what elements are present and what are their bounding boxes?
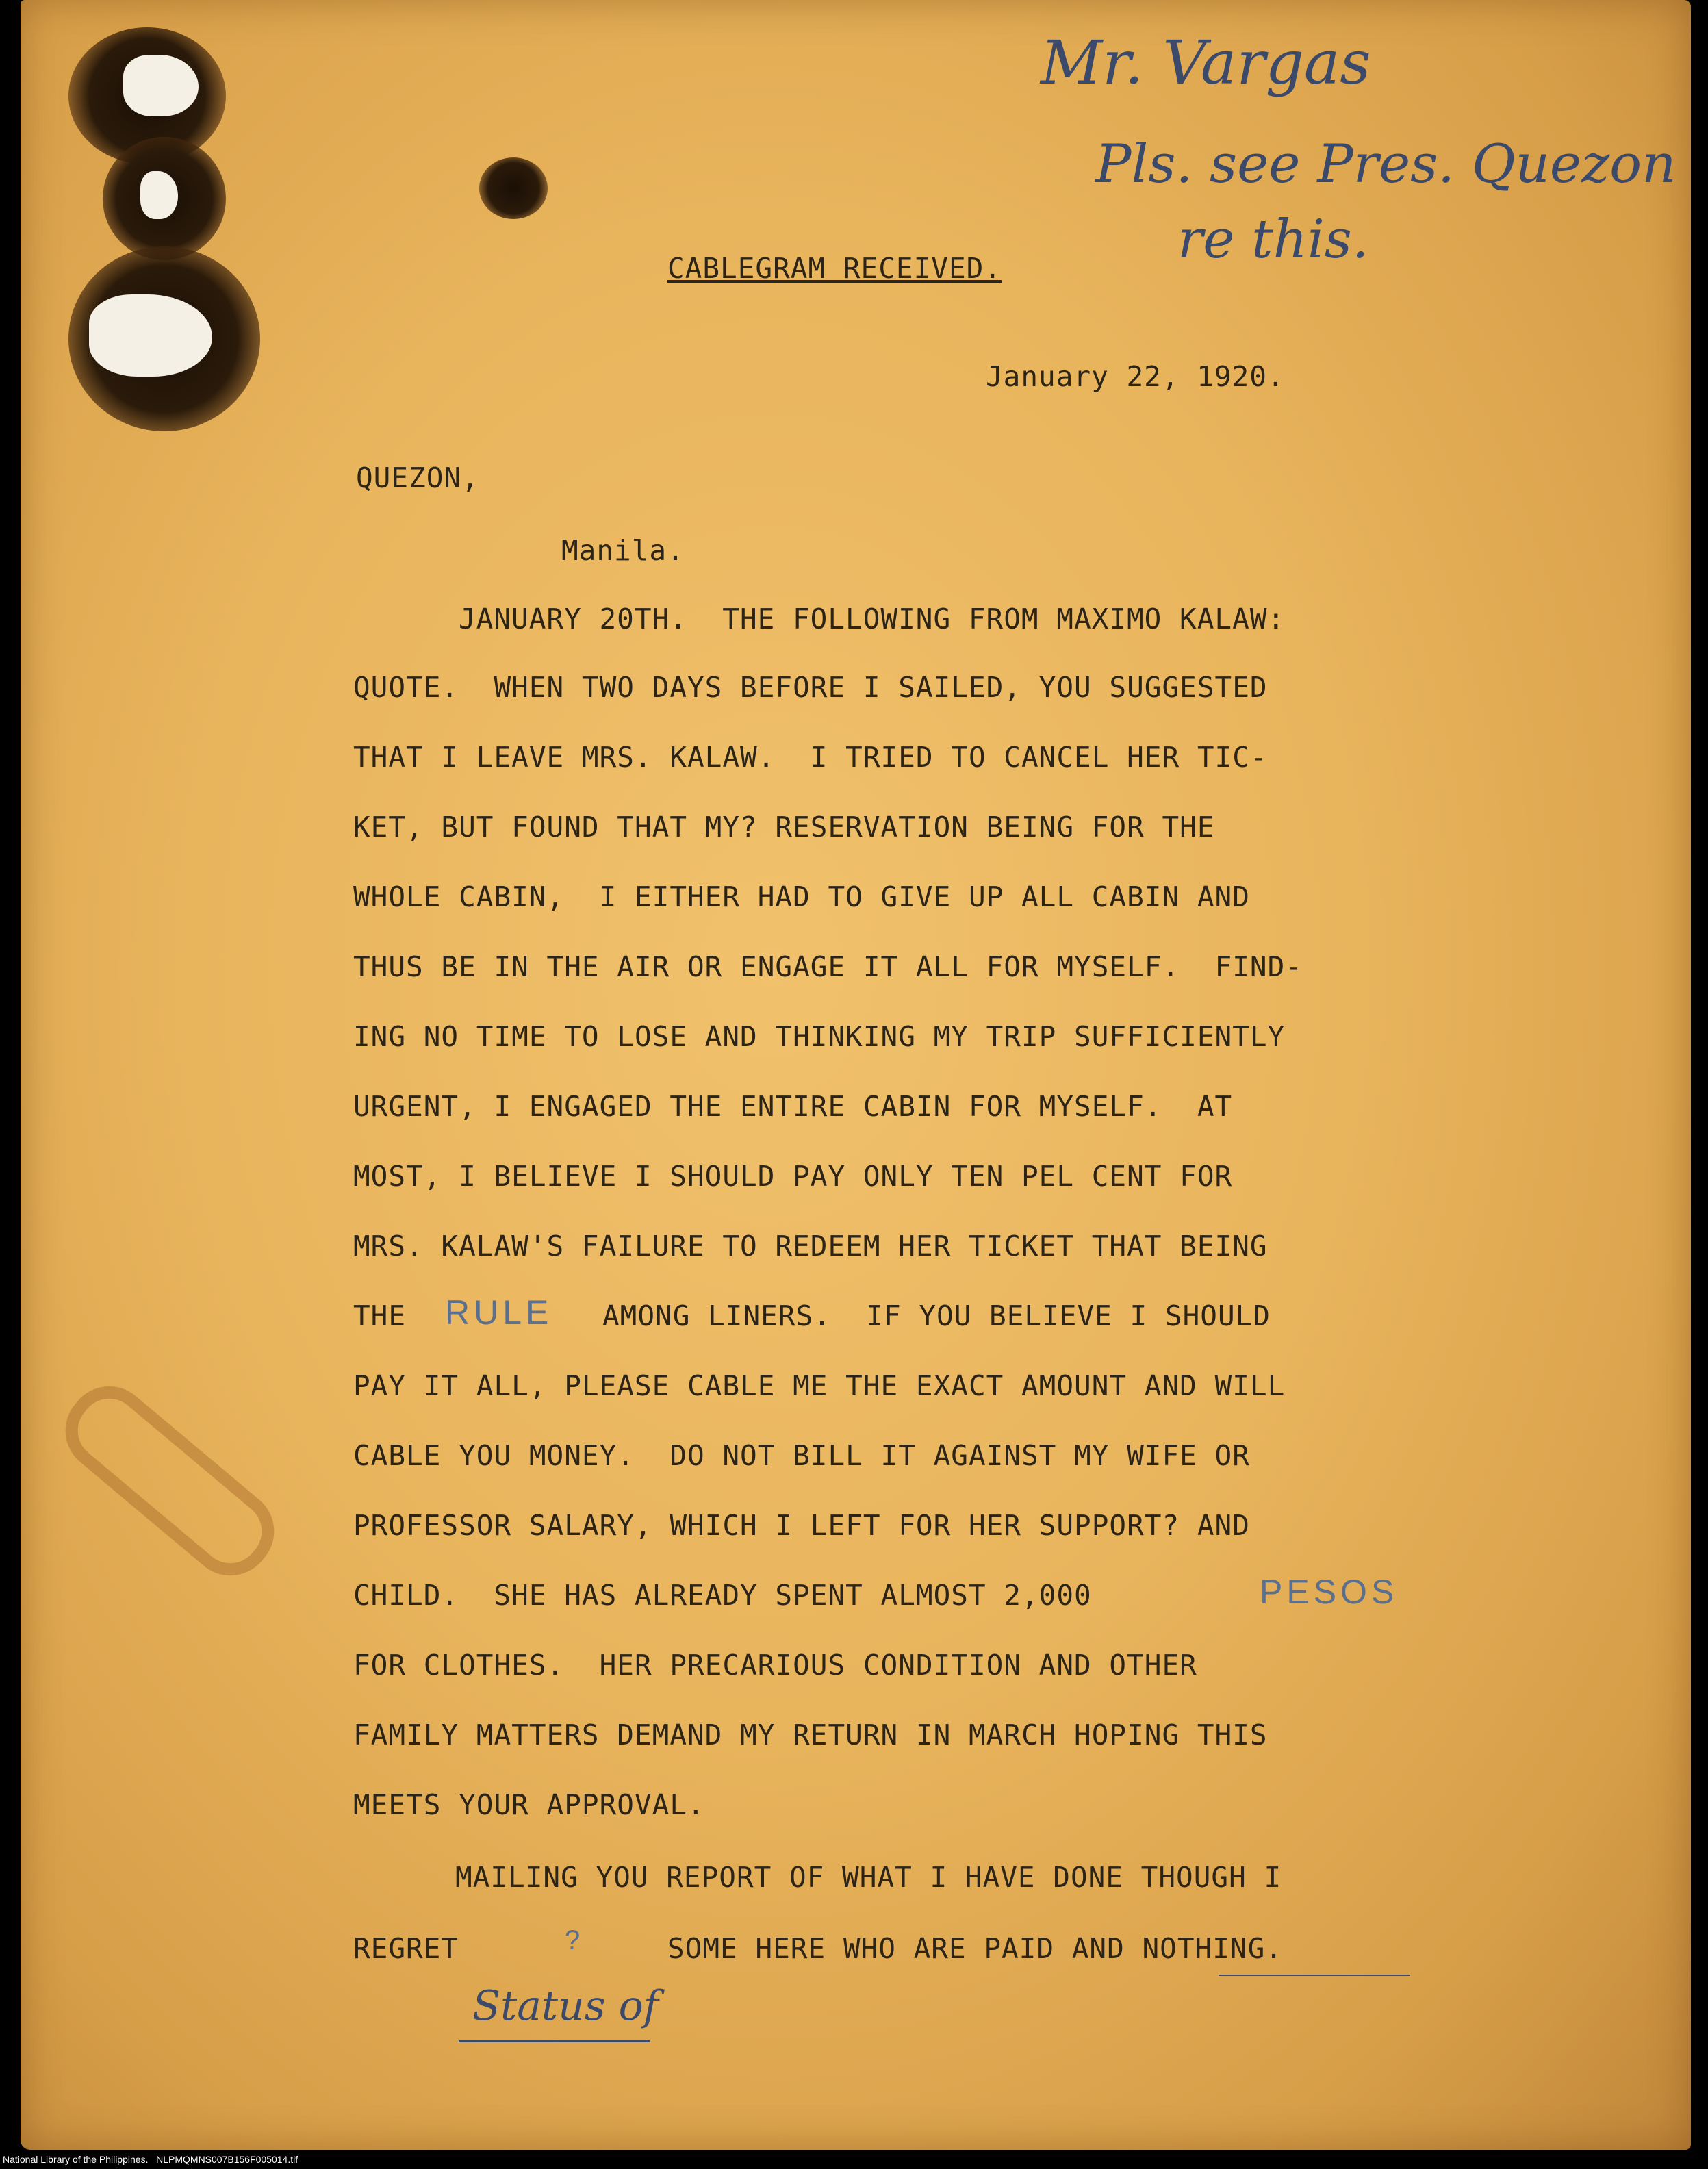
body-line: MAILING YOU REPORT OF WHAT I HAVE DONE THOUGH I: [455, 1861, 1282, 1894]
body-line: CABLE YOU MONEY. DO NOT BILL IT AGAINST MY WIFE OR: [353, 1439, 1250, 1472]
document-date: January 22, 1920.: [986, 360, 1285, 393]
body-line: CHILD. SHE HAS ALREADY SPENT ALMOST 2,000: [353, 1579, 1092, 1612]
body-line: THE: [353, 1299, 407, 1332]
body-line: THAT I LEAVE MRS. KALAW. I TRIED TO CANCEL HER TIC-: [353, 741, 1268, 774]
paper-sheet: [21, 0, 1691, 2150]
body-line: REGRET: [353, 1932, 459, 1965]
margin-note: Status of: [472, 1982, 659, 2030]
body-line: AMONG LINERS. IF YOU BELIEVE I SHOULD: [602, 1299, 1271, 1332]
body-line: SOME HERE WHO ARE PAID AND NOTHING.: [667, 1932, 1283, 1965]
addressee: QUEZON,: [356, 461, 479, 494]
body-line: JANUARY 20TH. THE FOLLOWING FROM MAXIMO KALAW:: [459, 602, 1286, 635]
inserted-word-pesos: PESOS: [1260, 1573, 1399, 1611]
body-line: FAMILY MATTERS DEMAND MY RETURN IN MARCH HOPING THIS: [353, 1718, 1268, 1751]
body-line: MOST, I BELIEVE I SHOULD PAY ONLY TEN PEL CENT FOR: [353, 1160, 1233, 1193]
document-heading: CABLEGRAM RECEIVED.: [667, 252, 1002, 285]
burn-hole: [123, 55, 199, 116]
body-line: PROFESSOR SALARY, WHICH I LEFT FOR HER SUPPORT? AND: [353, 1509, 1250, 1542]
margin-note-underline: [459, 2040, 650, 2042]
body-line: MEETS YOUR APPROVAL.: [353, 1788, 705, 1821]
body-line: KET, BUT FOUND THAT MY? RESERVATION BEING FOR THE: [353, 811, 1215, 844]
archive-caption: National Library of the Philippines. NLPMQMNS007B156F005014.tif: [3, 2154, 298, 2165]
top-note-line1: Mr. Vargas: [1041, 27, 1371, 98]
body-line: WHOLE CABIN, I EITHER HAD TO GIVE UP ALL CABIN AND: [353, 880, 1250, 913]
paperclip-stain: [49, 1369, 291, 1592]
body-line: MRS. KALAW'S FAILURE TO REDEEM HER TICKET THAT BEING: [353, 1230, 1268, 1263]
body-line: FOR CLOTHES. HER PRECARIOUS CONDITION AND OTHER: [353, 1649, 1197, 1682]
burn-hole: [140, 171, 178, 219]
regret-mark: ?: [565, 1925, 585, 1955]
inserted-word-rule: RULE: [445, 1293, 553, 1332]
body-line: PAY IT ALL, PLEASE CABLE ME THE EXACT AMOUNT AND WILL: [353, 1369, 1286, 1402]
body-line: URGENT, I ENGAGED THE ENTIRE CABIN FOR MYSELF. AT: [353, 1090, 1233, 1123]
body-line: THUS BE IN THE AIR OR ENGAGE IT ALL FOR MYSELF. FIND-: [353, 950, 1303, 983]
underline-mark: [1219, 1975, 1410, 1976]
burn-mark: [479, 157, 548, 219]
top-note-line3: re this.: [1177, 209, 1369, 270]
location: Manila.: [561, 534, 685, 567]
burn-hole: [89, 294, 212, 377]
body-line: ING NO TIME TO LOSE AND THINKING MY TRIP SUFFICIENTLY: [353, 1020, 1286, 1053]
body-line: QUOTE. WHEN TWO DAYS BEFORE I SAILED, YOU SUGGESTED: [353, 671, 1268, 704]
top-note-line2: Pls. see Pres. Quezon: [1095, 134, 1677, 195]
